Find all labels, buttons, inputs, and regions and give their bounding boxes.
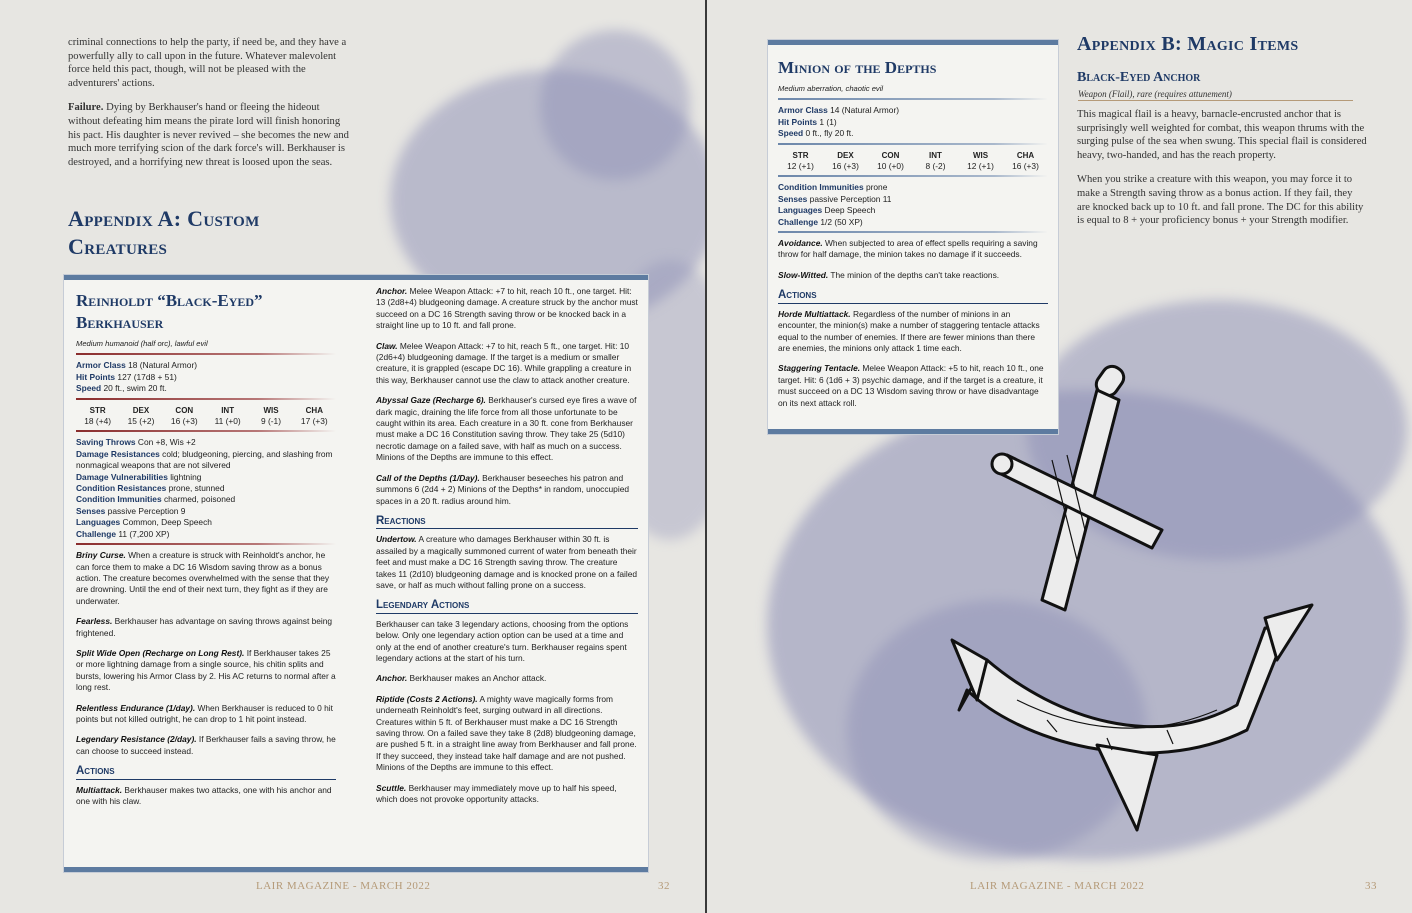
ability-cha <box>293 405 336 428</box>
ability-value: 8 (-2) <box>925 161 946 172</box>
action-text: Berkhauser's cursed eye fires a wave of dark magic, draining the life force from all those unfortunate to be caught within its area. Each creature in a 30 ft. cone from Berkhauser must make a DC 16 Constitution saving throw. They take 25 (5d10) necrotic damage on a failed save, with half as much on a success. Minions of the Depths are immune to this effect. <box>376 395 637 463</box>
divider <box>778 175 1048 177</box>
reinholdt-statblock <box>64 275 648 872</box>
ability-dex <box>823 150 868 173</box>
ability-name: DEX <box>132 405 150 415</box>
footer-title: LAIR MAGAZINE - MARCH 2022 <box>256 880 431 892</box>
speed-value: 20 ft., swim 20 ft. <box>103 383 167 394</box>
action-name: Call of the Depths (1/Day). <box>376 472 480 483</box>
ability-wis <box>958 150 1003 173</box>
prop-value: 11 (7,200 XP) <box>118 528 170 539</box>
action-text: Melee Weapon Attack: +7 to hit, reach 5 ft., one target. Hit: 10 (2d6+4) bludgeoning damage. If the target is a medium or smaller creature, it is grappled (escape DC 16). While grappling a creature in this way, Berkhauser cannot use the claw to attack another creature. <box>376 340 632 385</box>
divider <box>76 543 336 545</box>
left-page <box>0 0 705 913</box>
trait <box>76 550 336 607</box>
prop-value: passive Perception 11 <box>809 193 892 204</box>
action <box>376 473 638 507</box>
legendary-name: Anchor. <box>376 673 408 684</box>
speed-value: 0 ft., fly 20 ft. <box>805 128 854 139</box>
trait <box>76 616 336 639</box>
ability-name: WIS <box>263 405 279 415</box>
prop-value: cold; bludgeoning, piercing, and slashing from nonmagical weapons that are not silvered <box>76 448 333 471</box>
ac-line <box>778 105 1048 116</box>
prop-value: Deep Speech <box>824 205 876 216</box>
ability-name: CON <box>175 405 194 415</box>
hp-value: 1 (1) <box>819 116 837 127</box>
trait-name: Split Wide Open (Recharge on Long Rest). <box>76 647 245 658</box>
ability-value: 16 (+3) <box>170 416 198 427</box>
trait-name: Relentless Endurance (1/day). <box>76 702 196 713</box>
item-paragraph: When you strike a creature with this weapon, you may force it to make a Strength saving throw as a bonus action. If they fail, they are knocked back up to 10 ft. and fall prone. The DC for this ability is equal to 8 + your proficiency bonus + your Strength modifier. <box>1077 174 1364 227</box>
action <box>778 309 1048 355</box>
statblock-col-1 <box>76 290 336 807</box>
ability-name: CON <box>881 150 900 160</box>
divider <box>76 430 336 432</box>
action-text: Berkhauser makes two attacks, one with his anchor and one with his claw. <box>76 784 332 806</box>
ac-value: 18 (Natural Armor) <box>128 360 198 371</box>
prop-label: Challenge <box>778 216 819 227</box>
divider <box>778 98 1048 100</box>
trait-text: When subjected to area of effect spells requiring a saving throw for half damage, the minion takes no damage if it succeeds. <box>778 238 1038 260</box>
page-number: 33 <box>1365 880 1377 892</box>
ability-name: CHA <box>305 405 323 415</box>
divider <box>778 231 1048 233</box>
anchor-illustration <box>947 360 1407 860</box>
prop-value: prone, stunned <box>168 483 225 494</box>
minion-type: Medium aberration, chaotic evil <box>778 84 884 93</box>
creature-type: Medium humanoid (half orc), lawful evil <box>76 339 208 348</box>
legendary-text: A mighty wave magically forms from underneath Reinholdt's feet, surging outward in all directions. Creatures within 5 ft. of Berkhauser must make a DC 16 Strength saving throw. On a failed save they take 8 (2d8) bludgeoning damage, are pushed 5 ft. in a straight line away from Berkhauser and fall prone. If they succeed, they instead take half damage and are not pushed. Minions of the Depths are immune to this effect. <box>376 693 637 773</box>
ability-wis <box>249 405 292 428</box>
hp-value: 127 (17d8 + 51) <box>117 371 177 382</box>
hp-line <box>778 117 1048 128</box>
action-text: Melee Weapon Attack: +5 to hit, reach 10 ft., one target. Hit: 6 (1d6 + 3) psychic damage, and if the target is a creature, it must succeed on a DC 13 Wisdom saving throw or have disadvantage on its next attack roll. <box>778 363 1044 408</box>
action-name: Staggering Tentacle. <box>778 363 861 374</box>
ability-name: INT <box>929 150 942 160</box>
ability-value: 12 (+1) <box>967 161 994 172</box>
trait-name: Legendary Resistance (2/day). <box>76 734 197 745</box>
prop-value: charmed, poisoned <box>163 494 236 505</box>
trait-name: Slow-Witted. <box>778 269 829 280</box>
trait <box>778 238 1048 261</box>
prop-line <box>76 517 336 528</box>
action-name: Abyssal Gaze (Recharge 6). <box>376 395 486 406</box>
trait-name: Briny Curse. <box>76 550 126 561</box>
ability-scores <box>76 405 336 428</box>
ac-line <box>76 360 336 371</box>
prop-label: Condition Resistances <box>76 483 167 494</box>
prop-line <box>76 437 336 448</box>
action-name: Claw. <box>376 340 398 351</box>
divider <box>778 143 1048 145</box>
ability-value: 9 (-1) <box>260 416 281 427</box>
prop-value: Common, Deep Speech <box>122 517 212 528</box>
item-description <box>1077 108 1367 239</box>
prop-line <box>76 529 336 540</box>
legendary-name: Riptide (Costs 2 Actions). <box>376 693 478 704</box>
action-name: Multiattack. <box>76 784 123 795</box>
intro-text <box>68 36 354 180</box>
prop-line <box>76 494 336 505</box>
prop-label: Senses <box>76 505 106 516</box>
prop-label: Condition Immunities <box>76 494 162 505</box>
creature-name-line1: Reinholdt “Black-Eyed” <box>76 291 263 310</box>
prop-line <box>76 472 336 483</box>
actions-heading: Actions <box>778 290 1048 303</box>
action-text: Melee Weapon Attack: +7 to hit, reach 10 ft., one target. Hit: 13 (2d8+4) bludgeoning damage. A creature struck by the anchor must succeed on a DC 16 Strength saving throw or be knocked back in a straight line up to 10 ft. and fall prone. <box>376 286 638 331</box>
speed-label: Speed <box>76 383 102 394</box>
ability-value: 10 (+0) <box>877 161 904 172</box>
reactions-heading: Reactions <box>376 516 638 529</box>
anchor-crown <box>959 628 1287 753</box>
creature-name <box>76 290 336 334</box>
speed-line <box>778 128 1048 139</box>
action <box>376 341 638 387</box>
trait-text: Berkhauser has advantage on saving throws against being frightened. <box>76 616 333 638</box>
intro-paragraph: criminal connections to help the party, if need be, and they have a powerfully ally to call upon in the future. Whatever malevolent force held this pact, though, will not be pleased with the adventurers' actions. <box>68 37 347 89</box>
prop-label: Condition Immunities <box>778 182 864 193</box>
appendix-b-title: Appendix B: Magic Items <box>1077 33 1299 55</box>
legendary-intro: Berkhauser can take 3 legendary actions, choosing from the options below. Only one legendary action option can be used at a time and only at the end of another creature's turn. Berkhauser regains spent legendary actions at the start of his turn. <box>376 618 629 663</box>
ability-con <box>868 150 913 173</box>
prop-label: Damage Resistances <box>76 448 160 459</box>
page-number: 32 <box>658 880 670 892</box>
trait-text: The minion of the depths can't take reactions. <box>830 269 1000 280</box>
appendix-a-title-line2: Creatures <box>68 234 168 259</box>
ability-cha <box>1003 150 1048 173</box>
ability-con <box>163 405 206 428</box>
divider <box>76 398 336 400</box>
legendary-action <box>376 783 638 806</box>
traits <box>778 238 1048 281</box>
speed-line <box>76 383 336 394</box>
ac-value: 14 (Natural Armor) <box>830 105 900 116</box>
ac-label: Armor Class <box>76 360 126 371</box>
divider <box>76 353 336 355</box>
minion-name: Minion of the Depths <box>778 58 937 77</box>
prop-line <box>778 182 1048 193</box>
action-text: Berkhauser beseeches his patron and summons 6 (2d4 + 2) Minions of the Depths* in random, unoccupied spaces in a 20 ft. radius around him. <box>376 472 630 506</box>
prop-line <box>76 506 336 517</box>
legendary-action <box>376 673 638 684</box>
action-name: Horde Multiattack. <box>778 308 851 319</box>
prop-value: Con +8, Wis +2 <box>137 437 196 448</box>
trait-text: If Berkhauser fails a saving throw, he can choose to succeed instead. <box>76 734 336 756</box>
prop-line <box>778 194 1048 205</box>
ability-value: 16 (+3) <box>1012 161 1039 172</box>
trait-text: If Berkhauser takes 25 or more lightning damage from a single source, his chitin splits and bursts, lowering his Armor Class by 2. His AC returns to normal after a long rest. <box>76 647 336 693</box>
ability-scores <box>778 150 1048 173</box>
actions-heading: Actions <box>76 766 336 779</box>
trait <box>778 270 1048 281</box>
ability-name: STR <box>792 150 809 160</box>
prop-label: Languages <box>778 205 823 216</box>
appendix-a-title <box>68 205 328 261</box>
legendary-heading: Legendary Actions <box>376 600 638 613</box>
right-page <box>707 0 1412 913</box>
prop-value: lightning <box>170 471 202 482</box>
prop-line <box>76 449 336 472</box>
prop-value: prone <box>865 182 888 193</box>
legendary-action <box>376 694 638 774</box>
speed-label: Speed <box>778 128 804 139</box>
anchor-stock-knob <box>992 454 1012 474</box>
appendix-a-title-line1: Appendix A: Custom <box>68 206 260 231</box>
trait-name: Fearless. <box>76 616 113 627</box>
trait-text: When a creature is struck with Reinholdt's anchor, he can force them to make a DC 16 Wisdom saving throw as a bonus action. The creature becomes overwhelmed with the sense that they are drowning. Until the end of their next turn, they fight as if they are underwater. <box>76 550 330 606</box>
action <box>376 286 638 332</box>
ability-dex <box>119 405 162 428</box>
item-paragraph: This magical flail is a heavy, barnacle-encrusted anchor that is surprisingly well weighted for combat, this weapon thrums with the surging pulse of the sea when swung. This special flail is considered heavy, two-handed, and has the reach property. <box>1077 109 1367 161</box>
footer-title: LAIR MAGAZINE - MARCH 2022 <box>970 880 1145 892</box>
trait <box>76 734 336 757</box>
prop-label: Saving Throws <box>76 437 136 448</box>
ability-value: 11 (+0) <box>214 416 241 427</box>
prop-label: Languages <box>76 517 121 528</box>
actions-continued <box>376 286 638 507</box>
prop-label: Damage Vulnerabilities <box>76 471 168 482</box>
ability-value: 15 (+2) <box>127 416 155 427</box>
prop-line <box>778 217 1048 228</box>
statblock-col-2 <box>376 286 638 814</box>
failure-paragraph <box>68 101 354 169</box>
ability-name: WIS <box>972 150 989 160</box>
ability-int <box>913 150 958 173</box>
anchor-crown-tip <box>1097 745 1157 830</box>
failure-text: Dying by Berkhauser's hand or fleeing the hideout without defeating him means the pirate lord will finish honoring his pact. His daughter is never revived – she becomes the new and much more terrifying scion of the dark force's will. Berkhauser is destroyed, and a horrifying new threat is loosed upon the seas. <box>68 102 349 168</box>
ability-value: 17 (+3) <box>300 416 328 427</box>
legendary-name: Scuttle. <box>376 782 407 793</box>
ability-int <box>206 405 249 428</box>
prop-value: 1/2 (50 XP) <box>820 216 863 227</box>
creature-name-line2: Berkhauser <box>76 313 164 332</box>
item-subtitle: Weapon (Flail), rare (requires attunement) <box>1078 89 1353 101</box>
ac-label: Armor Class <box>778 105 828 116</box>
action-text: Regardless of the number of minions in an encounter, the minion(s) make a number of staggering tentacle attacks equal to the number of enemies. If there are fewer minions than there are enemies, the minions only attack 1 time each. <box>778 308 1040 353</box>
ability-str <box>778 150 823 173</box>
reaction-name: Undertow. <box>376 534 417 545</box>
ability-str <box>76 405 119 428</box>
ability-name: STR <box>89 405 106 415</box>
legendary-text: Berkhauser makes an Anchor attack. <box>409 673 547 684</box>
prop-value: passive Perception 9 <box>107 505 186 516</box>
traits <box>76 550 336 757</box>
hp-label: Hit Points <box>778 116 818 127</box>
trait <box>76 648 336 694</box>
prop-line <box>76 483 336 494</box>
multiattack <box>76 785 336 808</box>
legendary-text: Berkhauser may immediately move up to half his speed, which does not provoke opportunity attacks. <box>376 782 617 805</box>
item-name: Black-Eyed Anchor <box>1077 70 1201 85</box>
ability-value: 16 (+3) <box>832 161 859 172</box>
trait-name: Avoidance. <box>778 238 823 249</box>
failure-label: Failure. <box>68 102 104 114</box>
reaction-text: A creature who damages Berkhauser within 30 ft. is assailed by a magically summoned current of water from beneath their feet and must make a DC 16 Strength saving throw. The creature takes 11 (2d10) bludgeoning damage and is knocked prone on a failed save, or half as much without falling prone on a success. <box>376 534 638 590</box>
prop-label: Senses <box>778 193 808 204</box>
ability-name: DEX <box>837 150 854 160</box>
hp-line <box>76 372 336 383</box>
ability-name: INT <box>221 405 235 415</box>
ability-value: 18 (+4) <box>84 416 112 427</box>
prop-label: Challenge <box>76 528 117 539</box>
action-name: Anchor. <box>376 286 408 296</box>
action <box>376 395 638 463</box>
ability-value: 12 (+1) <box>787 161 814 172</box>
ability-name: CHA <box>1016 150 1035 160</box>
trait <box>76 703 336 726</box>
hp-label: Hit Points <box>76 371 116 382</box>
legendary-actions <box>376 673 638 805</box>
prop-line <box>778 205 1048 216</box>
trait-text: When Berkhauser is reduced to 0 hit points but not killed outright, he can drop to 1 hit point instead. <box>76 702 333 724</box>
reaction <box>376 534 638 591</box>
